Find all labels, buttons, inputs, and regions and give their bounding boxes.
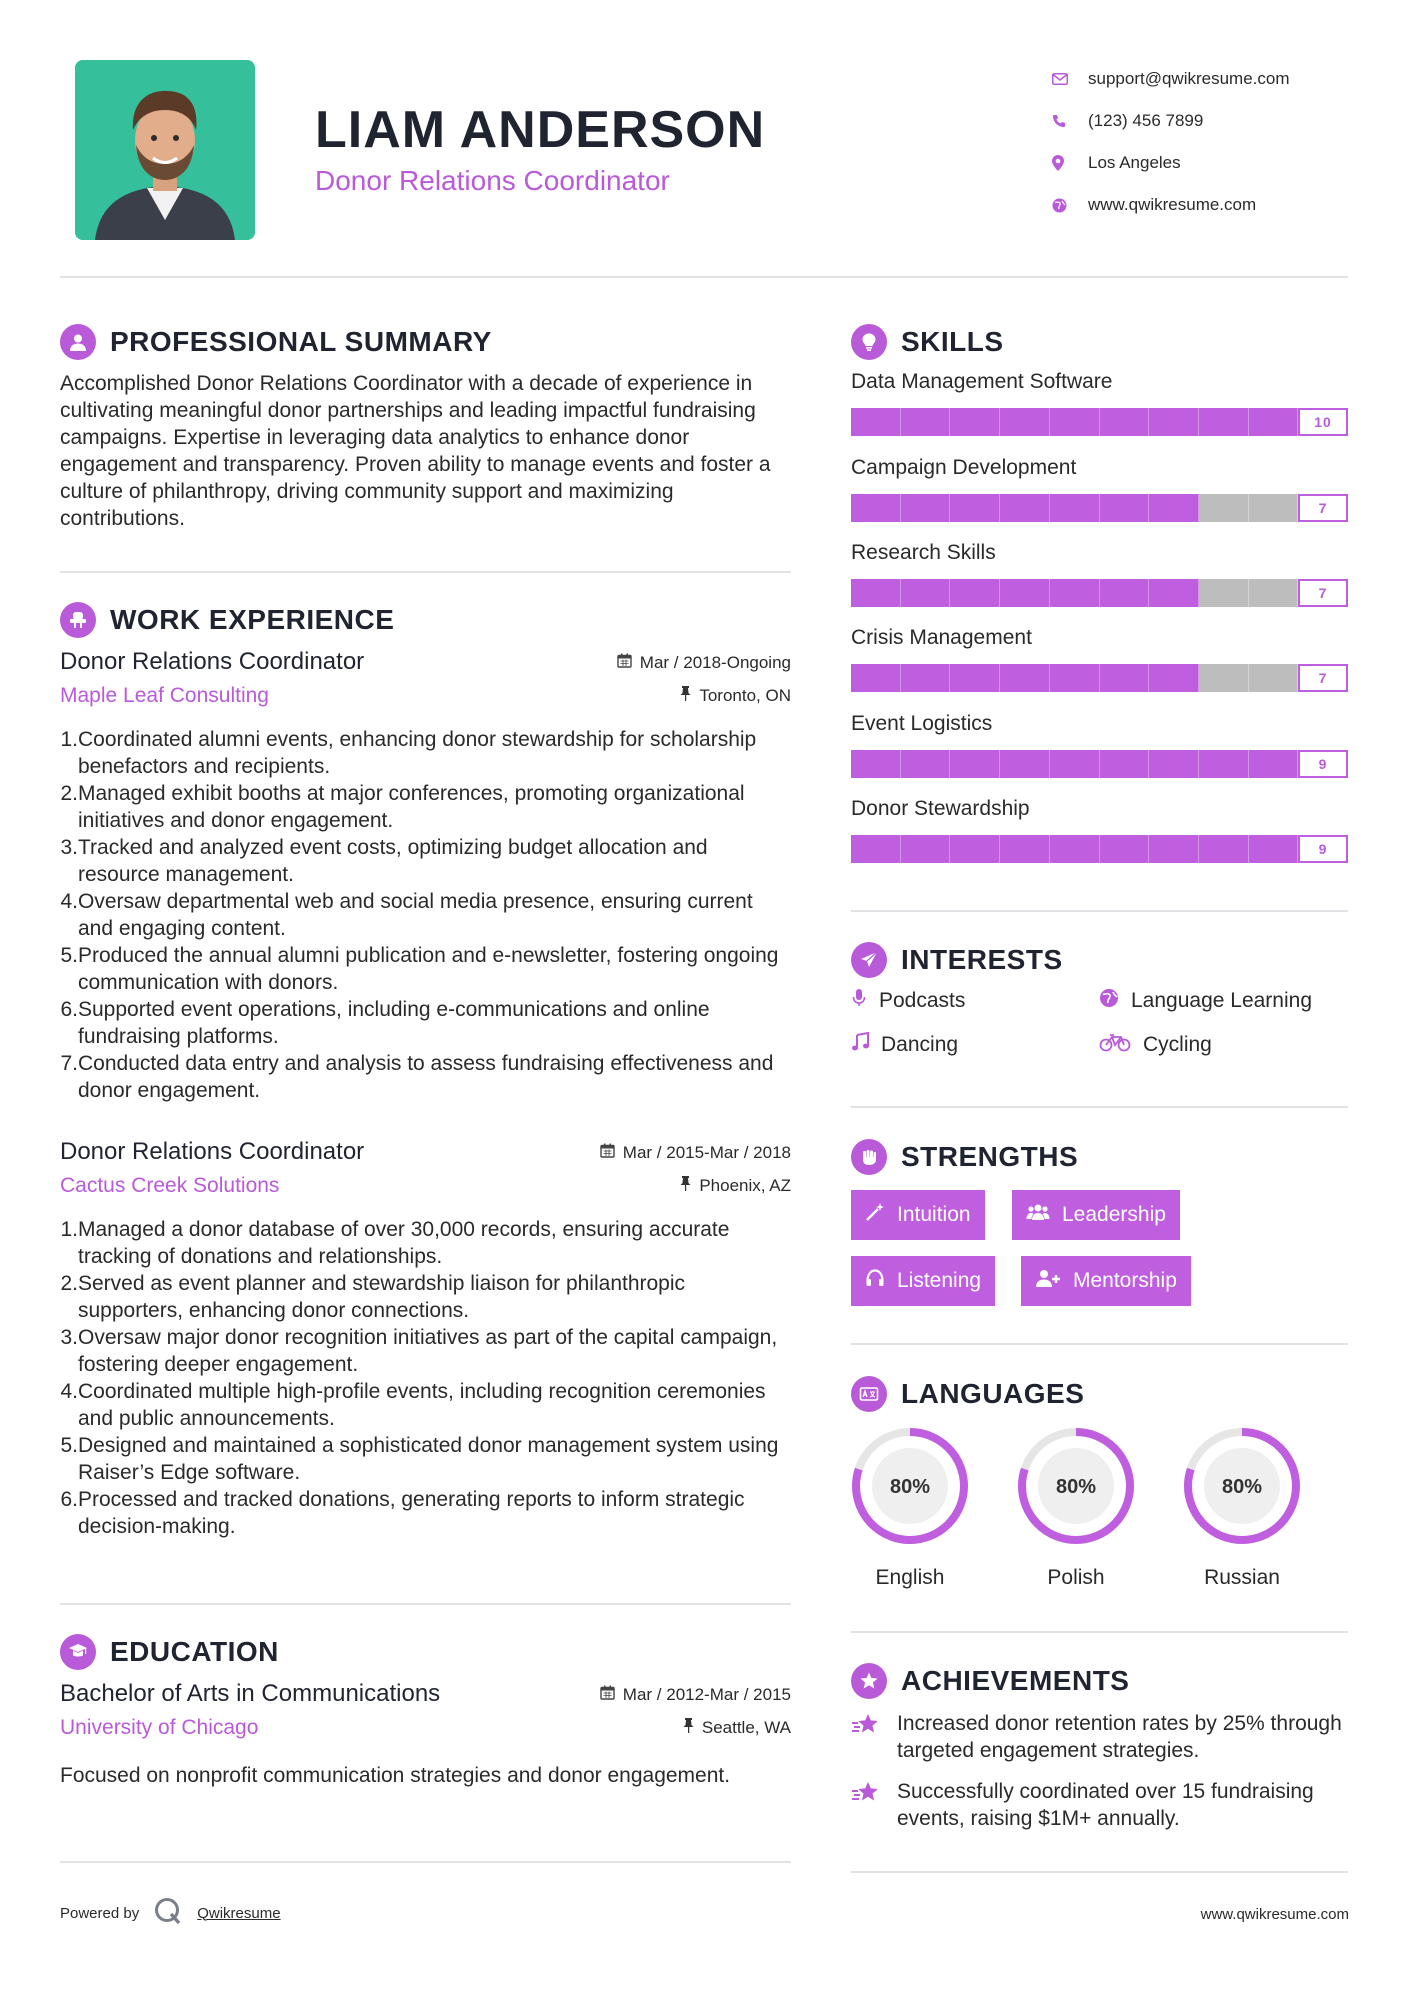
skill-bar-segment — [1199, 835, 1249, 863]
list-item: 1. Coordinated alumni events, enhancing donor stewardship for scholarship benefactors and recipients. — [60, 728, 757, 778]
footer-powered-by — [60, 1896, 281, 1930]
user-icon — [60, 324, 96, 360]
degree: Bachelor of Arts in Communications — [60, 1680, 441, 1707]
interest-cycling: Cycling — [1099, 1032, 1212, 1058]
summary-title: PROFESSIONAL SUMMARY — [110, 326, 492, 357]
contact-location-text: Los Angeles — [1088, 153, 1181, 172]
skill-bar-segment — [950, 408, 1000, 436]
globe-icon — [1099, 988, 1119, 1014]
languages-divider — [851, 1631, 1348, 1633]
skill-level-bar — [851, 835, 1348, 863]
skill-bar-segment — [901, 750, 951, 778]
strength-intuition: Intuition — [851, 1190, 985, 1240]
skills-title: SKILLS — [901, 326, 1004, 357]
interest-language-learning: Language Learning — [1099, 988, 1312, 1014]
skill-bar-segment — [1249, 494, 1299, 522]
skill-item — [851, 456, 1348, 522]
job-entry-2 — [60, 1138, 791, 1558]
contact-phone-text: (123) 456 7899 — [1088, 111, 1204, 130]
skill-bar-segment — [851, 579, 901, 607]
pushpin-icon — [683, 1718, 694, 1738]
language-item — [1180, 1424, 1304, 1590]
profile-photo — [75, 60, 255, 240]
skill-bar-segment — [1249, 750, 1299, 778]
skill-bar-segment — [851, 664, 901, 692]
skill-bar-segment — [1100, 408, 1150, 436]
language-percent: 80% — [889, 1476, 931, 1498]
list-item: 4. Oversaw departmental web and social media presence, ensuring current and engaging content. — [60, 890, 753, 940]
envelope-icon — [1050, 73, 1088, 85]
magic-wand-icon — [865, 1202, 885, 1228]
skill-bar-segment — [950, 494, 1000, 522]
skill-bar-segment — [1149, 750, 1199, 778]
skill-level-badge: 7 — [1298, 579, 1348, 607]
calendar-icon — [617, 653, 632, 673]
skills-divider — [851, 910, 1348, 912]
skill-bar-segment — [1100, 579, 1150, 607]
globe-icon — [1050, 198, 1088, 213]
paper-plane-icon — [851, 942, 887, 978]
contact-email-text: support@qwikresume.com — [1088, 69, 1290, 88]
list-item: 2. Served as event planner and stewardship liaison for philanthropic supporters, enhancing donor connections. — [60, 1272, 686, 1322]
skill-bar-segment — [1199, 664, 1249, 692]
skill-name: Research Skills — [851, 541, 996, 564]
language-icon — [851, 1376, 887, 1412]
skill-level-badge: 7 — [1298, 664, 1348, 692]
job-date: Mar / 2015-Mar / 2018 — [600, 1143, 791, 1163]
languages-title: LANGUAGES — [901, 1378, 1085, 1409]
pushpin-icon — [680, 686, 691, 706]
list-item: 2. Managed exhibit booths at major conferences, promoting organizational initiatives and donor engagement. — [60, 782, 745, 832]
skill-level-bar — [851, 408, 1348, 436]
skill-bar-segment — [1249, 408, 1299, 436]
school: University of Chicago — [60, 1716, 259, 1739]
briefcase-icon — [60, 602, 96, 638]
job-title: Donor Relations Coordinator — [60, 648, 365, 675]
language-name: Polish — [1047, 1566, 1105, 1589]
skill-bar-segment — [1149, 408, 1199, 436]
skill-bar-segment — [1100, 750, 1150, 778]
skill-bar-segment — [1199, 494, 1249, 522]
skill-bar-segment — [851, 408, 901, 436]
graduation-icon — [60, 1634, 96, 1670]
skill-bar-segment — [1149, 494, 1199, 522]
lightbulb-icon — [851, 324, 887, 360]
skill-item — [851, 370, 1348, 436]
candidate-role: Donor Relations Coordinator — [315, 165, 670, 196]
bicycle-icon — [1099, 1032, 1131, 1058]
footer-website[interactable]: www.qwikresume.com — [1200, 1906, 1349, 1923]
contact-email[interactable] — [1050, 58, 1370, 100]
list-item: 3. Tracked and analyzed event costs, optimizing budget allocation and resource management. — [60, 836, 708, 886]
skill-bar-segment — [1100, 664, 1150, 692]
job-title: Donor Relations Coordinator — [60, 1138, 365, 1165]
education-date: Mar / 2012-Mar / 2015 — [600, 1685, 791, 1705]
phone-icon — [1050, 114, 1088, 128]
language-name: Russian — [1204, 1566, 1280, 1589]
summary-divider — [60, 571, 791, 573]
user-plus-icon — [1035, 1268, 1061, 1294]
skill-name: Event Logistics — [851, 712, 993, 735]
languages-heading — [851, 1376, 1084, 1412]
skill-bar-segment — [851, 750, 901, 778]
education-heading — [60, 1634, 279, 1670]
summary-heading — [60, 324, 492, 360]
interests-divider — [851, 1106, 1348, 1108]
job-bullets — [60, 726, 791, 1104]
skill-name: Campaign Development — [851, 456, 1077, 479]
skill-name: Data Management Software — [851, 370, 1113, 393]
experience-heading — [60, 602, 394, 638]
qwikresume-link[interactable]: Qwikresume — [197, 1904, 281, 1922]
skill-bar-segment — [1199, 408, 1249, 436]
education-divider — [60, 1861, 791, 1863]
skill-bar-segment — [1199, 579, 1249, 607]
strength-listening: Listening — [851, 1256, 995, 1306]
language-name: English — [875, 1566, 945, 1589]
map-pin-icon — [1050, 155, 1088, 171]
language-progress-ring — [848, 1424, 972, 1548]
skill-bar-segment — [901, 579, 951, 607]
skill-bar-segment — [901, 494, 951, 522]
skill-bar-segment — [1149, 835, 1199, 863]
skill-bar-segment — [950, 579, 1000, 607]
contact-website-text: www.qwikresume.com — [1088, 195, 1257, 214]
strengths-divider — [851, 1343, 1348, 1345]
interest-podcasts: Podcasts — [851, 988, 965, 1014]
strengths-title: STRENGTHS — [901, 1141, 1079, 1172]
language-item — [848, 1424, 972, 1590]
summary-text: Accomplished Donor Relations Coordinator with a decade of experience in cultivating meaningful donor partnerships and leading impactful fundraising campaigns. Expertise in leveraging data analytics to enhance donor engagement and transparency. Proven ability to manage events and foster a culture of philanthropy, driving community support and maximizing contributions. — [60, 372, 771, 530]
achievements-heading — [851, 1663, 1129, 1699]
list-item: 1. Managed a donor database of over 30,000 records, ensuring accurate tracking of donations and relationships. — [60, 1218, 730, 1268]
list-item: 6. Processed and tracked donations, generating reports to inform strategic decision-making. — [60, 1488, 745, 1538]
strengths-heading — [851, 1139, 1078, 1175]
skill-bar-segment — [901, 408, 951, 436]
skill-level-bar — [851, 494, 1348, 522]
experience-divider — [60, 1603, 791, 1605]
skill-bar-segment — [1000, 408, 1050, 436]
skill-item — [851, 712, 1348, 778]
skill-bar-segment — [1050, 835, 1100, 863]
skill-bar-segment — [1000, 835, 1050, 863]
header-divider — [60, 276, 1348, 278]
contact-phone[interactable] — [1050, 100, 1370, 142]
pushpin-icon — [680, 1176, 691, 1196]
interests-title: INTERESTS — [901, 944, 1063, 975]
contact-block — [1050, 58, 1370, 226]
skill-bar-segment — [1249, 579, 1299, 607]
skill-bar-segment — [1050, 750, 1100, 778]
skill-item — [851, 626, 1348, 692]
skill-name: Crisis Management — [851, 626, 1032, 649]
skill-bar-segment — [1050, 408, 1100, 436]
job-location: Phoenix, AZ — [680, 1176, 791, 1196]
users-icon — [1026, 1202, 1050, 1228]
language-progress-ring — [1014, 1424, 1138, 1548]
experience-title: WORK EXPERIENCE — [110, 604, 395, 635]
contact-location — [1050, 142, 1370, 184]
skill-bar-segment — [1050, 579, 1100, 607]
skill-name: Donor Stewardship — [851, 797, 1030, 820]
skill-bar-segment — [1100, 494, 1150, 522]
skill-bar-segment — [1149, 579, 1199, 607]
skill-bar-segment — [851, 494, 901, 522]
achievements-divider — [851, 1871, 1348, 1873]
fist-icon — [851, 1139, 887, 1175]
education-entry — [60, 1680, 791, 1820]
skill-bar-segment — [901, 664, 951, 692]
list-item: 4. Coordinated multiple high-profile events, including recognition ceremonies and public announcements. — [60, 1380, 766, 1430]
skill-bar-segment — [901, 835, 951, 863]
calendar-icon — [600, 1143, 615, 1163]
achievements-title: ACHIEVEMENTS — [901, 1665, 1130, 1696]
powered-by-label: Powered by — [60, 1904, 140, 1922]
skill-bar-segment — [1000, 750, 1050, 778]
candidate-name: LIAM ANDERSON — [315, 101, 766, 159]
skill-bar-segment — [1199, 750, 1249, 778]
skill-level-badge: 10 — [1298, 408, 1348, 436]
language-progress-ring — [1180, 1424, 1304, 1548]
skill-bar-segment — [1100, 835, 1150, 863]
skill-bar-segment — [851, 835, 901, 863]
interest-dancing: Dancing — [851, 1032, 958, 1058]
skill-bar-segment — [1050, 494, 1100, 522]
skill-level-badge: 7 — [1298, 494, 1348, 522]
star-icon — [851, 1710, 883, 1764]
job-company: Maple Leaf Consulting — [60, 684, 269, 707]
skill-level-bar — [851, 664, 1348, 692]
job-location: Toronto, ON — [680, 686, 791, 706]
job-entry-1 — [60, 648, 791, 1108]
job-bullets — [60, 1216, 791, 1540]
list-item: 6. Supported event operations, including e-communications and online fundraising platforms. — [60, 998, 710, 1048]
job-company: Cactus Creek Solutions — [60, 1174, 280, 1197]
list-item: 3. Oversaw major donor recognition initiatives as part of the capital campaign, fostering deeper engagement. — [60, 1326, 778, 1376]
music-note-icon — [851, 1032, 869, 1058]
language-percent: 80% — [1055, 1476, 1097, 1498]
skill-level-badge: 9 — [1298, 750, 1348, 778]
skill-level-bar — [851, 750, 1348, 778]
skill-level-badge: 9 — [1298, 835, 1348, 863]
skill-bar-segment — [1149, 664, 1199, 692]
skill-item — [851, 541, 1348, 607]
interests-heading — [851, 942, 1063, 978]
strength-leadership: Leadership — [1012, 1190, 1180, 1240]
list-item: 7. Conducted data entry and analysis to assess fundraising effectiveness and donor engagement. — [60, 1052, 774, 1102]
skill-bar-segment — [1000, 494, 1050, 522]
star-icon — [851, 1778, 883, 1832]
language-percent: 80% — [1221, 1476, 1263, 1498]
education-description: Focused on nonprofit communication strategies and donor engagement. — [60, 1764, 731, 1787]
microphone-icon — [851, 988, 867, 1014]
education-location: Seattle, WA — [683, 1718, 791, 1738]
skill-level-bar — [851, 579, 1348, 607]
job-date: Mar / 2018-Ongoing — [617, 653, 791, 673]
contact-website[interactable] — [1050, 184, 1370, 226]
skill-bar-segment — [950, 835, 1000, 863]
strength-mentorship: Mentorship — [1021, 1256, 1191, 1306]
skill-bar-segment — [1249, 835, 1299, 863]
skills-heading — [851, 324, 1004, 360]
skill-item — [851, 797, 1348, 863]
skill-bar-segment — [1249, 664, 1299, 692]
skill-bar-segment — [950, 664, 1000, 692]
skill-bar-segment — [950, 750, 1000, 778]
calendar-icon — [600, 1685, 615, 1705]
skill-bar-segment — [1000, 664, 1050, 692]
list-item: 5. Produced the annual alumni publication and e-newsletter, fostering ongoing communication with donors. — [60, 944, 779, 994]
qwikresume-logo-icon — [153, 1896, 183, 1930]
language-item — [1014, 1424, 1138, 1590]
skill-bar-segment — [1050, 664, 1100, 692]
skill-bar-segment — [1000, 579, 1050, 607]
achievement-item: Increased donor retention rates by 25% through targeted engagement strategies. — [851, 1710, 1348, 1764]
headphones-icon — [865, 1268, 885, 1294]
star-badge-icon — [851, 1663, 887, 1699]
list-item: 5. Designed and maintained a sophisticated donor management system using Raiser’s Edge software. — [60, 1434, 779, 1484]
education-title: EDUCATION — [110, 1636, 279, 1667]
achievement-item: Successfully coordinated over 15 fundraising events, raising $1M+ annually. — [851, 1778, 1348, 1832]
